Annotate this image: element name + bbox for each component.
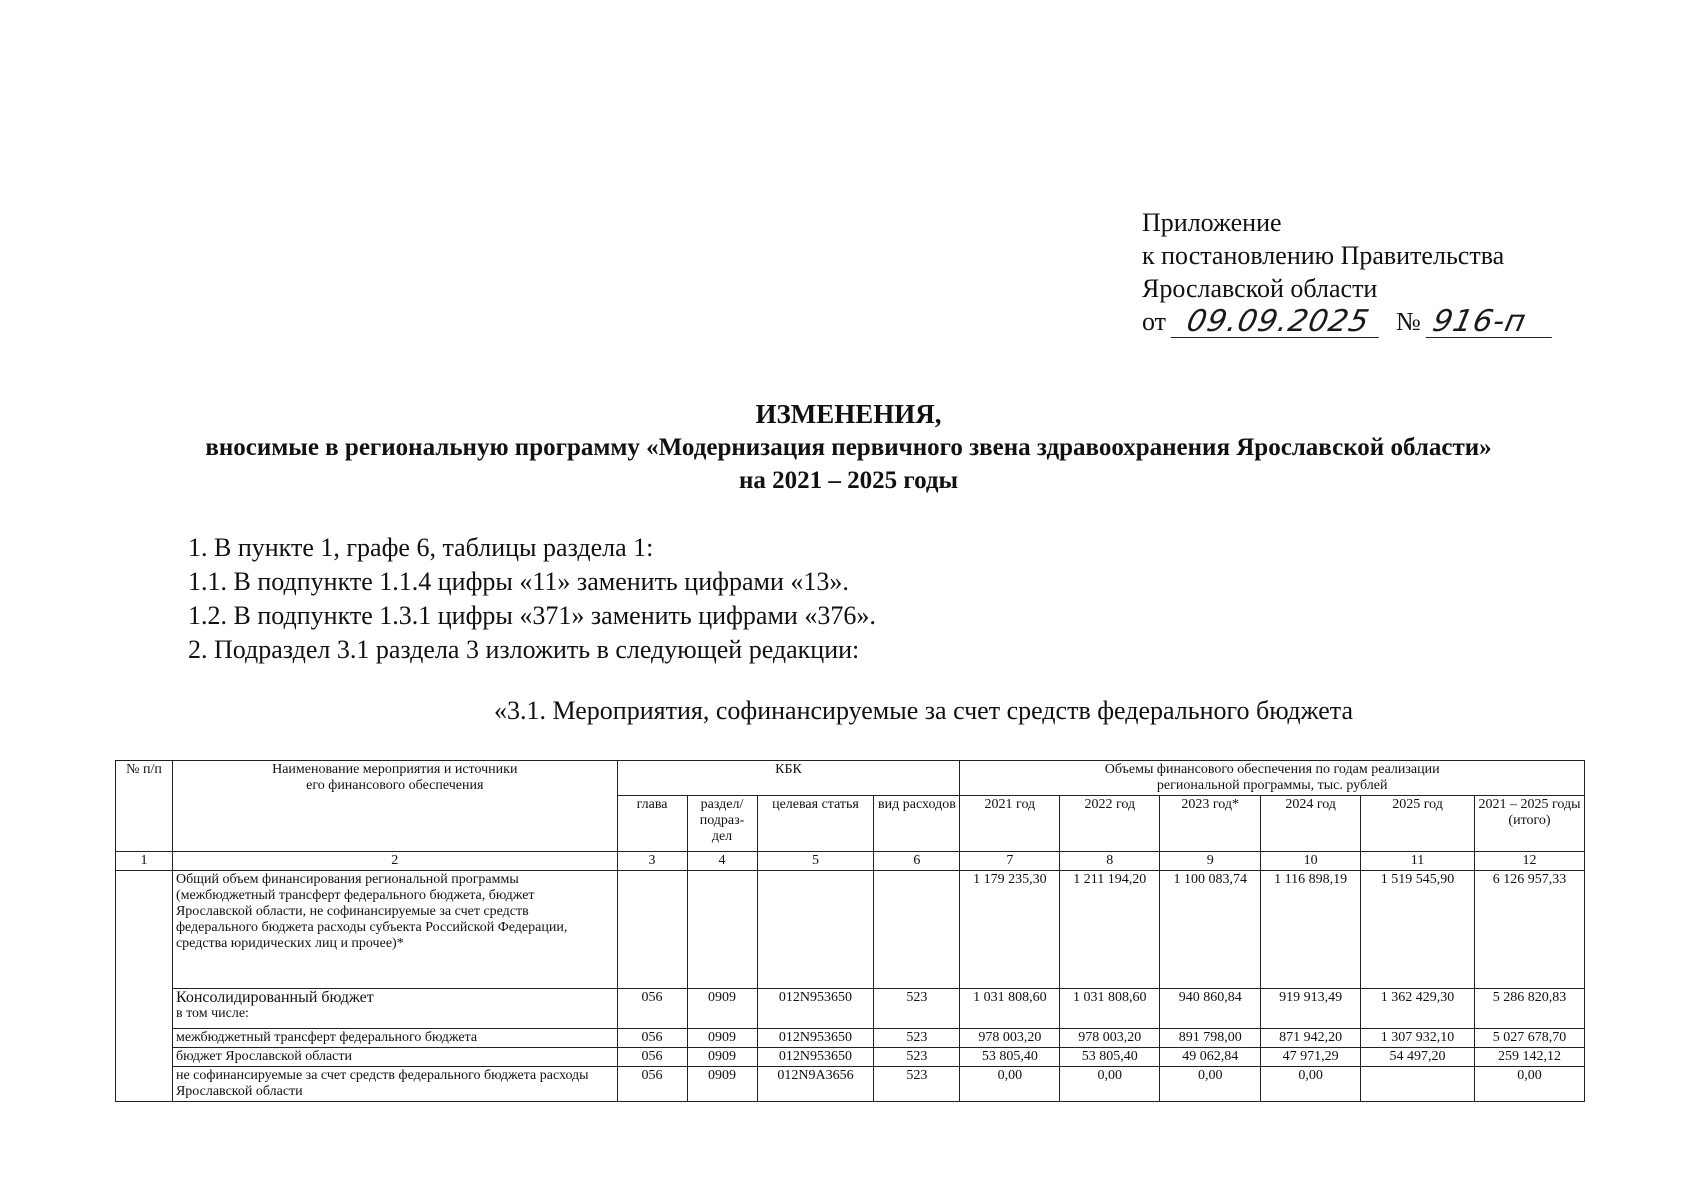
header-razdel: раздел/ подраз- дел xyxy=(687,796,757,852)
header-name xyxy=(172,761,617,852)
appendix-line-1: Приложение xyxy=(1142,208,1282,237)
row-razdel: 0909 xyxy=(687,1029,757,1048)
financing-table xyxy=(115,760,1585,1102)
row-2024: 0,00 xyxy=(1261,1067,1361,1102)
consolidated-2024: 919 913,49 xyxy=(1261,989,1361,1029)
handwritten-number: 916-п xyxy=(1426,307,1559,338)
header-num: № п/п xyxy=(116,761,173,852)
col-number: 2 xyxy=(172,852,617,871)
row-2021: 978 003,20 xyxy=(960,1029,1060,1048)
consolidated-2023: 940 860,84 xyxy=(1160,989,1261,1029)
row-vid: 523 xyxy=(874,1048,960,1067)
row-2024: 871 942,20 xyxy=(1261,1029,1361,1048)
header-name-line-2: его финансового обеспечения xyxy=(306,778,484,793)
consolidated-sub: в том числе: xyxy=(175,1006,249,1021)
row-total: 0,00 xyxy=(1475,1067,1585,1102)
row-total: 5 027 678,70 xyxy=(1475,1029,1585,1048)
header-volumes-line-1: Объемы финансового обеспечения по годам реализации xyxy=(1104,762,1440,777)
consolidated-name-cell xyxy=(172,989,617,1029)
row-2021: 0,00 xyxy=(960,1067,1060,1102)
total-2025: 1 519 545,90 xyxy=(1361,871,1475,989)
col-number: 10 xyxy=(1261,852,1361,871)
col-number: 11 xyxy=(1361,852,1475,871)
row-2025 xyxy=(1361,1067,1475,1102)
header-celevaya: целевая статья xyxy=(757,796,874,852)
change-items xyxy=(188,531,876,667)
header-2025: 2025 год xyxy=(1361,796,1475,852)
number-label: № xyxy=(1396,307,1421,336)
total-2024: 1 116 898,19 xyxy=(1261,871,1361,989)
row-name: не софинансируемые за счет средств федерального бюджета расходы Ярославской области xyxy=(172,1067,617,1102)
empty-cell xyxy=(757,871,874,989)
title-line-3: на 2021 – 2025 годы xyxy=(738,467,959,494)
appendix-date-line xyxy=(1142,305,1555,338)
column-number-row xyxy=(116,852,1585,871)
consolidated-vid: 523 xyxy=(874,989,960,1029)
appendix-line-3: Ярославской области xyxy=(1142,274,1378,303)
change-item-3: 1.2. В подпункте 1.3.1 цифры «371» заменить цифрами «376». xyxy=(188,601,876,630)
row-2024: 47 971,29 xyxy=(1261,1048,1361,1067)
consolidated-row xyxy=(116,989,1585,1029)
table-row xyxy=(116,1029,1585,1048)
row-total: 259 142,12 xyxy=(1475,1048,1585,1067)
row-celevaya: 012N9A3656 xyxy=(757,1067,874,1102)
header-kbk: КБК xyxy=(617,761,960,796)
row-2023: 891 798,00 xyxy=(1160,1029,1261,1048)
col-number: 4 xyxy=(687,852,757,871)
col-number: 12 xyxy=(1475,852,1585,871)
consolidated-name: Консолидированный бюджет xyxy=(175,989,374,1006)
row-2025: 1 307 932,10 xyxy=(1361,1029,1475,1048)
col-number: 9 xyxy=(1160,852,1261,871)
row-2022: 53 805,40 xyxy=(1060,1048,1160,1067)
row-vid: 523 xyxy=(874,1067,960,1102)
row-2022: 978 003,20 xyxy=(1060,1029,1160,1048)
header-total: 2021 – 2025 годы (итого) xyxy=(1475,796,1585,852)
col-number: 8 xyxy=(1060,852,1160,871)
header-2023: 2023 год* xyxy=(1160,796,1261,852)
header-vid: вид расходов xyxy=(874,796,960,852)
header-2021: 2021 год xyxy=(960,796,1060,852)
col-number: 6 xyxy=(874,852,960,871)
from-label: от xyxy=(1142,307,1167,336)
row-vid: 523 xyxy=(874,1029,960,1048)
header-name-line-1: Наименование мероприятия и источники xyxy=(272,762,518,777)
total-sum: 6 126 957,33 xyxy=(1475,871,1585,989)
header-glava: глава xyxy=(617,796,687,852)
table-row xyxy=(116,1048,1585,1067)
table-header-row-1 xyxy=(116,761,1585,796)
col-number: 3 xyxy=(617,852,687,871)
row-2022: 0,00 xyxy=(1060,1067,1160,1102)
header-volumes xyxy=(960,761,1585,796)
row-celevaya: 012N953650 xyxy=(757,1048,874,1067)
consolidated-glava: 056 xyxy=(617,989,687,1029)
row-2021: 53 805,40 xyxy=(960,1048,1060,1067)
empty-cell xyxy=(874,871,960,989)
empty-cell xyxy=(617,871,687,989)
consolidated-razdel: 0909 xyxy=(687,989,757,1029)
change-item-4: 2. Подраздел 3.1 раздела 3 изложить в следующей редакции: xyxy=(188,635,860,664)
header-2022: 2022 год xyxy=(1060,796,1160,852)
title-line-2: вносимые в региональную программу «Модернизация первичного звена здравоохранения Ярославской области» xyxy=(205,434,1492,461)
row-glava: 056 xyxy=(617,1067,687,1102)
consolidated-2021: 1 031 808,60 xyxy=(960,989,1060,1029)
total-financing-name: Общий объем финансирования региональной программы (межбюджетный трансферт федерального бюджета, бюджет Ярославской области, не софинансируемые за счет средств федерального бюджета расходы субъекта Российской Федерации, средства юридических лиц и прочее)* xyxy=(172,871,617,989)
row-razdel: 0909 xyxy=(687,1067,757,1102)
change-item-1: 1. В пункте 1, графе 6, таблицы раздела 1: xyxy=(188,533,654,562)
empty-cell xyxy=(687,871,757,989)
col-number: 5 xyxy=(757,852,874,871)
row-celevaya: 012N953650 xyxy=(757,1029,874,1048)
row-2023: 49 062,84 xyxy=(1160,1048,1261,1067)
handwritten-date: 09.09.2025 xyxy=(1171,307,1386,338)
appendix-line-2: к постановлению Правительства xyxy=(1142,241,1505,270)
consolidated-2022: 1 031 808,60 xyxy=(1060,989,1160,1029)
row-name: бюджет Ярославской области xyxy=(172,1048,617,1067)
appendix-block xyxy=(1142,206,1555,338)
row-glava: 056 xyxy=(617,1029,687,1048)
row-num-cell xyxy=(116,871,173,1102)
consolidated-2025: 1 362 429,30 xyxy=(1361,989,1475,1029)
row-name: межбюджетный трансферт федерального бюджета xyxy=(172,1029,617,1048)
header-volumes-line-2: региональной программы, тыс. рублей xyxy=(1156,778,1388,793)
section-subtitle: «3.1. Мероприятия, софинансируемые за счет средств федерального бюджета xyxy=(493,696,1353,725)
row-glava: 056 xyxy=(617,1048,687,1067)
total-2022: 1 211 194,20 xyxy=(1060,871,1160,989)
row-razdel: 0909 xyxy=(687,1048,757,1067)
table-row xyxy=(116,1067,1585,1102)
consolidated-total: 5 286 820,83 xyxy=(1475,989,1585,1029)
change-item-2: 1.1. В подпункте 1.1.4 цифры «11» заменить цифрами «13». xyxy=(188,567,849,596)
total-2023: 1 100 083,74 xyxy=(1160,871,1261,989)
row-2025: 54 497,20 xyxy=(1361,1048,1475,1067)
title-main: ИЗМЕНЕНИЯ, xyxy=(755,399,942,429)
consolidated-celevaya: 012N953650 xyxy=(757,989,874,1029)
total-2021: 1 179 235,30 xyxy=(960,871,1060,989)
col-number: 7 xyxy=(960,852,1060,871)
document-title xyxy=(0,398,1697,497)
row-2023: 0,00 xyxy=(1160,1067,1261,1102)
col-number: 1 xyxy=(116,852,173,871)
total-financing-row xyxy=(116,871,1585,989)
header-2024: 2024 год xyxy=(1261,796,1361,852)
